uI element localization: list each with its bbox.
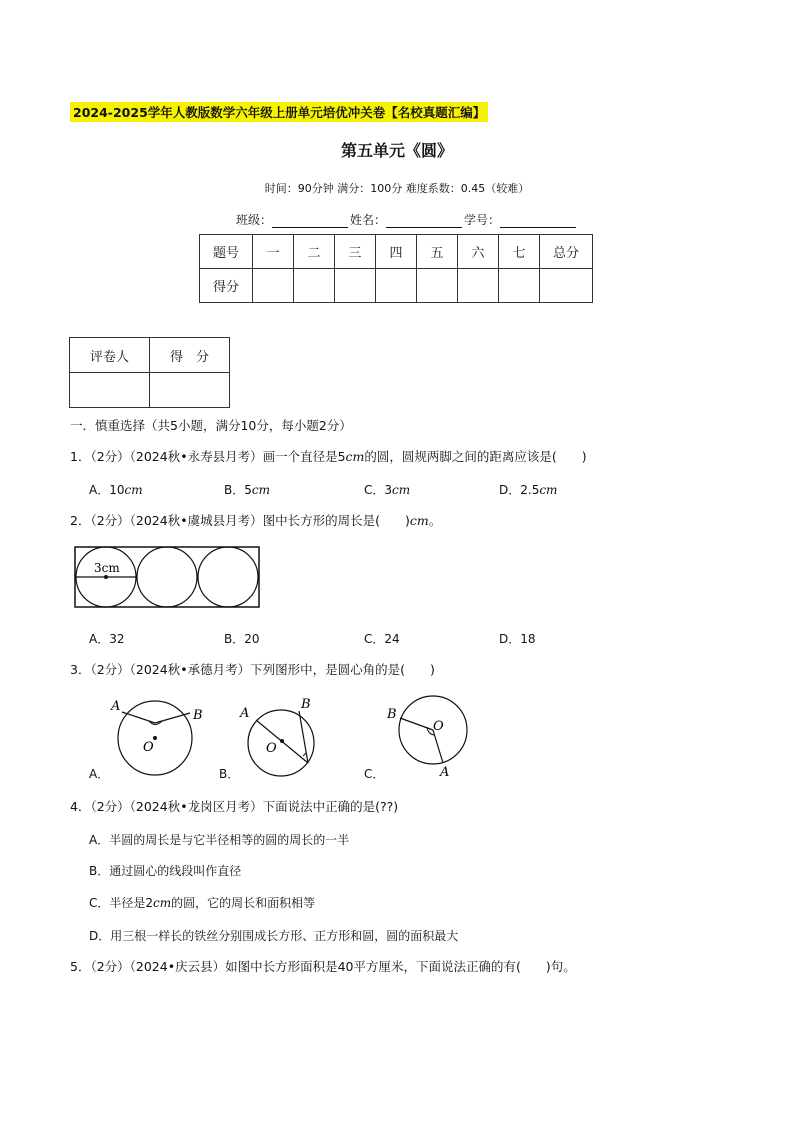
- q4-option-d[interactable]: D．用三根一样长的铁丝分别围成长方形、正方形和圆，圆的面积最大: [89, 929, 459, 943]
- q2-rectangle-figure: [74, 546, 260, 609]
- q4-option-c[interactable]: [89, 894, 315, 911]
- score-header-cell: 五: [417, 235, 458, 269]
- grader-table: [69, 337, 230, 408]
- point-label: A: [240, 706, 250, 721]
- point-label: A: [111, 699, 121, 714]
- score-cell[interactable]: [417, 269, 458, 303]
- q1-stem-part: 1．（2分）（2024秋•永寿县月考）画一个直径是5: [70, 449, 346, 464]
- score-cell[interactable]: [376, 269, 417, 303]
- score-table-header-row: [200, 235, 593, 269]
- reviewer-cell[interactable]: [70, 373, 150, 408]
- option-unit: cm: [124, 483, 143, 497]
- exam-meta: 时间：90分钟 满分：100分 难度系数：0.45（较难）: [264, 182, 530, 195]
- q3-figure-c: [383, 690, 473, 780]
- banner-title: 2024-2025学年人教版数学六年级上册单元培优冲关卷【名校真题汇编】: [70, 102, 488, 122]
- class-label: 班级：: [236, 213, 273, 227]
- score-header-cell: 四: [376, 235, 417, 269]
- point-label: O: [433, 719, 444, 734]
- q4-option-b[interactable]: B．通过圆心的线段叫作直径: [89, 864, 242, 878]
- reviewer-header: 评卷人: [70, 338, 150, 373]
- q4-option-a[interactable]: A．半圆的周长是与它半径相等的圆的周长的一半: [89, 833, 350, 847]
- point-label: B: [387, 707, 397, 722]
- q1-option-d[interactable]: [499, 481, 557, 498]
- diameter-label: 3cm: [94, 561, 120, 575]
- circle-2: [137, 547, 197, 607]
- q1-unit: cm: [345, 449, 365, 464]
- point-label: B: [301, 697, 311, 712]
- section-heading: 一．慎重选择（共5小题，满分10分，每小题2分）: [70, 418, 352, 433]
- id-blank[interactable]: [500, 215, 576, 228]
- score-header-cell: 一: [253, 235, 294, 269]
- unit-title: 第五单元《圆》: [340, 141, 453, 160]
- score-header-cell: 二: [294, 235, 335, 269]
- score-table-score-row: [200, 269, 593, 303]
- option-label: D．2.5: [499, 483, 540, 497]
- score-row-label: 得分: [200, 269, 253, 303]
- point-label: A: [440, 765, 450, 780]
- score-cell[interactable]: [540, 269, 593, 303]
- score-cell[interactable]: [253, 269, 294, 303]
- q3-option-b[interactable]: B．: [219, 767, 240, 781]
- question-4-stem: 4．（2分）（2024秋•龙岗区月考）下面说法中正确的是(??): [70, 799, 399, 814]
- score-table: [199, 234, 593, 303]
- center-dot: [104, 575, 108, 579]
- question-2-stem: [70, 511, 441, 529]
- q3-figure-b: [236, 693, 326, 783]
- score-header-cell: 六: [458, 235, 499, 269]
- segment: [155, 713, 190, 723]
- question-1-stem: [70, 447, 587, 465]
- q2-option-b[interactable]: B．20: [224, 632, 260, 646]
- q1-option-b[interactable]: [224, 481, 270, 498]
- q2-stem-part: 。: [428, 513, 442, 528]
- point-label: O: [143, 740, 154, 755]
- score-cell[interactable]: [335, 269, 376, 303]
- name-label: 姓名：: [350, 213, 387, 227]
- score-header-cell: 题号: [200, 235, 253, 269]
- question-3-stem: 3．（2分）（2024秋•承德月考）下列图形中，是圆心角的是( ): [70, 662, 435, 677]
- circle-3: [198, 547, 258, 607]
- point-label: B: [193, 708, 203, 723]
- center-dot: [280, 739, 284, 743]
- student-info: [236, 211, 578, 228]
- segment: [122, 712, 155, 723]
- option-text: 的圆，它的周长和面积相等: [171, 896, 316, 910]
- q2-option-a[interactable]: A．32: [89, 632, 125, 646]
- score-cell[interactable]: [294, 269, 335, 303]
- option-text: C．半径是2: [89, 896, 154, 910]
- option-unit: cm: [392, 483, 411, 497]
- segment: [433, 730, 443, 763]
- segment: [400, 718, 433, 730]
- q1-option-c[interactable]: [364, 481, 410, 498]
- q2-option-c[interactable]: C．24: [364, 632, 400, 646]
- score-header-cell: 七: [499, 235, 540, 269]
- id-label: 学号：: [464, 213, 501, 227]
- q1-option-a[interactable]: [89, 481, 143, 498]
- option-label: C．3: [364, 483, 393, 497]
- option-label: B．5: [224, 483, 252, 497]
- option-label: A．10: [89, 483, 125, 497]
- angle-mark: [303, 753, 306, 756]
- question-5-stem: 5．（2分）（2024•庆云县）如图中长方形面积是40平方厘米，下面说法正确的有( )句。: [70, 959, 576, 974]
- grader-score-header: 得 分: [150, 338, 230, 373]
- score-header-cell: 三: [335, 235, 376, 269]
- score-header-cell: 总分: [540, 235, 593, 269]
- q3-option-a[interactable]: A．: [89, 767, 110, 781]
- name-blank[interactable]: [386, 215, 462, 228]
- q2-option-d[interactable]: D．18: [499, 632, 536, 646]
- class-blank[interactable]: [272, 215, 348, 228]
- q3-option-c[interactable]: C．: [364, 767, 385, 781]
- point-label: O: [266, 741, 277, 756]
- q2-unit: cm: [409, 513, 429, 528]
- q2-stem-part: 2．（2分）（2024秋•虞城县月考）图中长方形的周长是( ): [70, 513, 410, 528]
- option-unit: cm: [153, 896, 172, 910]
- q3-figure-a: [105, 693, 205, 783]
- score-cell[interactable]: [499, 269, 540, 303]
- grader-score-cell[interactable]: [150, 373, 230, 408]
- score-cell[interactable]: [458, 269, 499, 303]
- option-unit: cm: [251, 483, 270, 497]
- option-unit: cm: [539, 483, 558, 497]
- q1-stem-part: 的圆，圆规两脚之间的距离应该是( ): [364, 449, 587, 464]
